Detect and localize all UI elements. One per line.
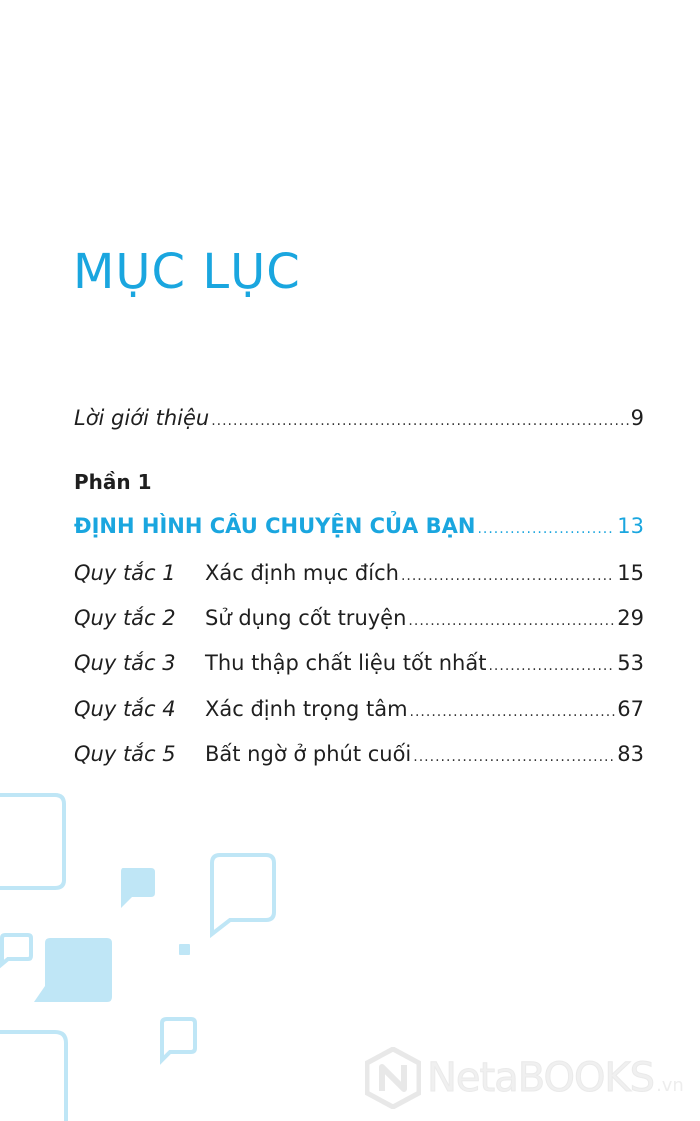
toc-entry-intro[interactable] bbox=[74, 404, 644, 435]
speech-bubbles-icon bbox=[0, 780, 300, 1121]
dot-leader bbox=[477, 515, 615, 543]
toc-entry-rule-5[interactable] bbox=[74, 740, 644, 771]
rule-label: Quy tắc 2 bbox=[74, 606, 176, 630]
toc-entry-rule-3[interactable] bbox=[74, 649, 644, 680]
dot-leader bbox=[401, 562, 615, 590]
toc-entry-rule-4[interactable] bbox=[74, 695, 644, 726]
toc-entry-title: Xác định trọng tâm bbox=[205, 697, 408, 721]
watermark-brand: NetaBOOKS bbox=[427, 1055, 655, 1101]
toc-page-number: 13 bbox=[617, 514, 644, 538]
toc-page-number: 9 bbox=[630, 406, 644, 430]
toc-page-number: 29 bbox=[617, 606, 644, 630]
rule-label: Quy tắc 1 bbox=[74, 561, 176, 585]
dot-leader bbox=[408, 607, 615, 635]
rule-label: Quy tắc 4 bbox=[74, 697, 176, 721]
toc-entry-title: Xác định mục đích bbox=[205, 561, 399, 585]
toc-page-number: 15 bbox=[617, 561, 644, 585]
dot-leader bbox=[488, 652, 615, 680]
toc-page-number: 67 bbox=[617, 697, 644, 721]
bubble-dot bbox=[179, 944, 190, 955]
bubble-outline-small bbox=[2, 935, 31, 964]
netabooks-hexagon-n-icon bbox=[365, 1047, 421, 1109]
rule-label: Quy tắc 5 bbox=[74, 742, 176, 766]
publisher-watermark bbox=[365, 1045, 700, 1111]
watermark-suffix: .vn bbox=[656, 1074, 684, 1096]
toc-entry-title: Lời giới thiệu bbox=[74, 406, 210, 430]
toc-entry-title: Sử dụng cốt truyện bbox=[205, 606, 407, 630]
bubble-filled-small bbox=[121, 868, 155, 908]
bubble-outline-bottom-left bbox=[0, 1032, 66, 1121]
bubble-outline-large bbox=[0, 795, 64, 888]
page-title: MỤC LỤC bbox=[73, 244, 301, 300]
part-label: Phần 1 bbox=[74, 470, 152, 494]
bubble-outline-medium bbox=[212, 855, 274, 934]
toc-section-heading[interactable] bbox=[74, 512, 644, 543]
toc-page-number: 83 bbox=[617, 742, 644, 766]
dot-leader bbox=[211, 407, 628, 435]
toc-entry-rule-1[interactable] bbox=[74, 559, 644, 590]
dot-leader bbox=[410, 698, 616, 726]
bubble-outline-bottom bbox=[162, 1019, 195, 1060]
rule-label: Quy tắc 3 bbox=[74, 651, 176, 675]
dot-leader bbox=[413, 743, 615, 771]
toc-page-number: 53 bbox=[617, 651, 644, 675]
bubble-filled-large bbox=[34, 938, 112, 1002]
toc-entry-rule-2[interactable] bbox=[74, 604, 644, 635]
toc-entry-title: Bất ngờ ở phút cuối bbox=[205, 742, 412, 766]
section-title: ĐỊNH HÌNH CÂU CHUYỆN CỦA BẠN bbox=[74, 514, 476, 538]
toc-entry-title: Thu thập chất liệu tốt nhất bbox=[205, 651, 487, 675]
